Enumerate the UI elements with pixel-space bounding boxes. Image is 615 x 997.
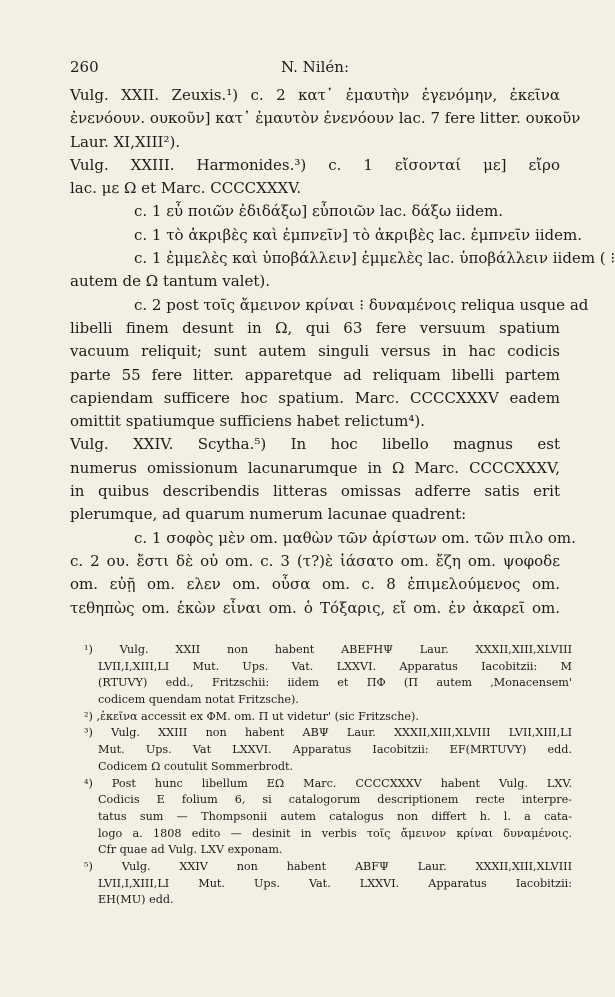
body-line: Vulg. XXIV. Scytha.⁵) In hoc libello magnus est (70, 435, 560, 454)
body-line: τεθηπὼς om. ἑκὼν εἶναι om. ὁ Τόξαρις, εἴ om. ἐν ἀκαρεῖ om. (70, 598, 560, 617)
body-line: Vulg. XXII. Zeuxis.¹) c. 2 κατ᾽ ἐμαυτὴν ἐγενόμην, ἐκεῖνα (70, 86, 560, 104)
body-line: capiendam sufficere hoc spatium. Marc. CCCCXXXV eadem (70, 388, 560, 407)
body-line: c. 2 ου. ἔστι δὲ οὐ om. c. 3 (τ?)ὲ ἰάσατο om. ἔζη om. ψοφοδε (70, 551, 560, 570)
footnote-line: ⁴) Post hunc libellum EΩ Marc. CCCCXXXV habent Vulg. LXV. (84, 776, 572, 790)
body-line: om. εὐῇ om. ελεν om. οὖσα om. c. 8 ἐπιμελούμενος om. (70, 575, 560, 594)
footnote-line: ¹) Vulg. XXII non habent ABEFHΨ Laur. XXXII,XIII,XLVIII (84, 643, 572, 656)
footnote-line: LVII,I,XIII,LI Mut. Ups. Vat. LXXVI. Apparatus Iacobitzii: M (98, 659, 572, 673)
body-line: c. 1 εὖ ποιῶν ἐδιδάξω] εὖποιῶν lac. δάξω iidem. (134, 202, 503, 221)
body-line: lac. με Ω et Marc. CCCCXXXV. (70, 179, 302, 198)
body-line: Vulg. XXIII. Harmonides.³) c. 1 εἴσονταί με] εἴρο (70, 155, 560, 174)
body-line: Laur. XI,XIII²). (70, 132, 181, 151)
body-line: c. 1 ἐμμελὲς καὶ ὑποβάλλειν] ἐμμελὲς lac. ὑποβάλλειν iidem ( ⁝ (134, 249, 615, 268)
footnote-line: ⁵) Vulg. XXIV non habent ABFΨ Laur. XXXII,XIII,XLVIII (84, 859, 572, 873)
body-line: in quibus describendis litteras omissas adferre satis erit (70, 482, 560, 501)
running-head (70, 58, 560, 80)
body-line: numerus omissionum lacunarumque in Ω Marc. CCCCXXXV, (70, 458, 560, 477)
footnote-line: ²) ‚ἐκεῖνα accessit ex ΦM. om. Π ut videtur' (sic Fritzsche). (84, 709, 419, 723)
footnote-line: codicem quendam notat Fritzsche). (98, 693, 299, 707)
footnote-line: Codicem Ω coutulit Sommerbrodt. (98, 759, 294, 773)
footnote-line: Codicis E folium 6, si catalogorum descriptionem recte interpre- (98, 793, 572, 807)
body-line: c. 1 τὸ ἀκριβὲς καὶ ἐμπνεῖν] τὸ ἀκριβὲς lac. ἐμπνεῖν iidem. (134, 225, 583, 244)
footnote-line: tatus sum — Thompsonii autem catalogus non differt h. l. a cata- (98, 809, 572, 823)
body-line: omittit spatiumque sufficiens habet relictum⁴). (70, 412, 426, 431)
footnote-line: (RTUVY) edd., Fritzschii: iidem et ΠΦ (Π autem ‚Monacensem' (98, 676, 572, 690)
body-line: plerumque, ad quarum numerum lacunae quadrent: (70, 505, 467, 524)
running-title: N. Nilén: (280, 58, 349, 76)
body-line: autem de Ω tantum valet). (70, 272, 271, 291)
body-text (70, 84, 615, 620)
body-line: c. 1 σοφὸς μὲν om. μαθὼν τῶν ἀρίστων om. τῶν πιλο om. (134, 528, 576, 547)
footnote-line: Mut. Ups. Vat LXXVI. Apparatus Iacobitzii: EF(MRTUVY) edd. (98, 743, 572, 757)
footnote-line: logo a. 1808 edito — desinit in verbis τοῖς ἄμεινον κρίναι δυναμένοις. (98, 826, 572, 840)
body-line: libelli finem desunt in Ω, qui 63 fere versuum spatium (70, 318, 560, 337)
page-number: 260 (70, 58, 99, 76)
footnote-line: EH(MU) edd. (98, 893, 174, 907)
body-line: parte 55 fere litter. apparetque ad reliquam libelli partem (70, 365, 560, 384)
body-line: ἐνενόουν. ουκοῦν] κατ᾽ ἐμαυτὸν ἐνενόουν lac. 7 fere litter. ουκοῦν (70, 109, 581, 128)
footnote-line: Cfr quae ad Vulg. LXV exponam. (98, 843, 283, 857)
body-line: c. 2 post τοῖς ἄμεινον κρίναι ⁝ δυναμένοις reliqua usque ad (134, 295, 589, 314)
footnotes (84, 642, 572, 909)
footnote-line: LVII,I,XIII,LI Mut. Ups. Vat. LXXVI. Apparatus Iacobitzii: (98, 876, 572, 890)
body-line: vacuum reliquit; sunt autem singuli versus in hac codicis (70, 342, 560, 361)
footnote-line: ³) Vulg. XXIII non habent ABΨ Laur. XXXII,XIII,XLVIII LVII,XIII,LI (84, 726, 572, 740)
